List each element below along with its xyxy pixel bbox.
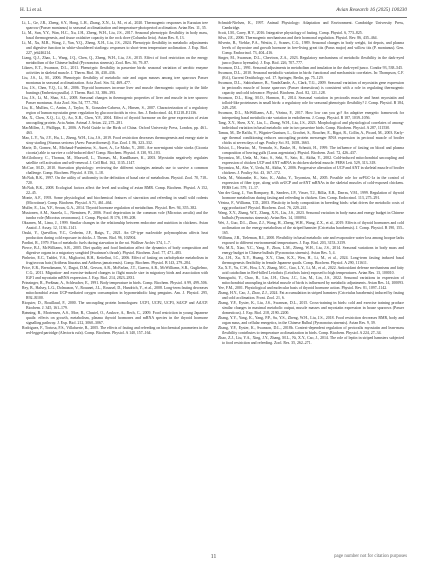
reference-entry: Zhang, H.Y., Cao, J., Zhao, Z.J., 2024. Fat accumulation in striped hamsters (Cricetulus barabensis) induced by fasting and cold acclimation. Front. Zool. 21, 6. [218, 291, 404, 300]
reference-entry: Swanson, D.L., 1991. Seasonal adjustments in metabolism and insulation in the dark-eyed junco. Condor 93, 538–545. [218, 66, 404, 70]
reference-entry: Rodriguez, F., Tortosa, F.S., Villafuerte, R., 2005. The effects of fasting and refeeding on biochemical parameters in the red-legged partridge (Alectoris rufa). Comp. Biochem. Physiol. A 140, 157–164. [22, 326, 208, 335]
reference-entry: Liknes, E.T., Swanson, D.L., 2011. Phenotypic flexibility in passerine birds: seasonal variation of aerobic enzyme activities in skeletal muscle. J. Therm. Biol. 36, 430–436. [22, 66, 208, 75]
references-column-right [218, 21, 404, 346]
reference-entry: MacMillen, J., Phillipps, E., 2006. A Field Guide to the Birds of China. Oxford University Press, London, pp. 461–463. [22, 126, 208, 135]
reference-entry: Mao, L.Y., Yu, J.Y., Hu, L., Zheng, W.H., Liu, J.S., 2019. Food restriction decreases thermogenesis and energy state in stray starling (Sturnus sericeus (Aves: Passeriformes)). Eur. Zool. J. 86, 323–332. [22, 136, 208, 145]
reference-entry: Schmidt-Nielsen, K., 1997. Animal Physiology: Adaptation and Environment. Cambridge University Press, Cambridge. [218, 21, 404, 30]
reference-entry: Li, M., Xu, M.R., Wang, J., Yan, Y.Q., Zheng, X.H., Liu, J.S., 2024. Phenotypic flexibility in metabolic adjustments and digestive function in white-shouldered starlings: responses to short-term temperature acclimation. J. Exp. Biol. 227, jeb246214. [22, 41, 208, 55]
reference-entry: Swanson, D.L., McWilliams, A.E., Vézina, F., 2017. How low can you go? An adaptive energetic framework for interpreting basal metabolic rate variation in endotherms. J. Comp. Physiol. B 187, 1039–1056. [218, 111, 404, 120]
reference-entry: McNab, B.K., 1997. On the utility of uniformity in the definition of basal rate of metabolism. Physiol. Zool. 70, 718–720. [22, 176, 208, 185]
reference-entry: Marie, D., Gomez, M., Michaud-Funtenteur, S., Auret, A., Le Maho, Y., 2001. Are non-migrant white storks (Ciconia ciconia) able to survive a cold-induced diet? Comp. Biochem. Physiol. A 130, 93–103. [22, 146, 208, 155]
reference-entry: Silverin, B., Viebke, P.A., Westin, J., Scanes, C.G., 1989. Seasonal changes in body weight, fat depots, and plasma levels of thyroxine and growth hormone in free-living great tits (Parus major) and willow tits (P. montanus). Gen. Comp. Endocrinol. 73, 404–416. [218, 41, 404, 55]
references-column-left [22, 21, 208, 336]
reference-entry: Rønning, B., Mortensen, A.S., Moe, B., Chastel, O., Arukwe, A., Bech, C., 2009. Food restriction in young Japanese quails: effects on growth, metabolism, plasma thyroid hormones and mRNA species in the thyroid hormone signalling pathway. J. Exp. Biol. 212, 3060–3067. [22, 311, 208, 325]
reference-entry: Yee, F.M., 2001. Physiological and molecular basis of thyroid hormone action. Physiol. Rev. 81, 1097–1142. [218, 286, 388, 290]
reference-entry: Singer, M., Swanson, D.L., Cheviron, Z.A., 2023. Regulatory mechanisms of metabolic flexibility in the dark-eyed junco (Junco hyemalis). J. Exp. Biol. 226, 707–777. [218, 56, 404, 65]
reference-entry: Liu, J.S., Li, M., 2006. Phenotypic flexibility of metabolic rate and organ masses among tree sparrows Passer montanus in seasonal acclimatization. Acta Zool. Sin. 52, 469–477. [22, 76, 208, 85]
reference-entry: Li, L., Ge, J.R., Zheng, S.Y., Hong, L.H., Zhang, X.N., Li, M., et al., 2020. Thermogenic responses in Eurasian tree sparrow (Passer montanus) to seasonal acclimatization and temperature-photoperiod acclimation. Avian Res. 11, 35. [22, 21, 208, 30]
reference-entry: McGlothorry, C., Thomas, M., Maxwell, L., Thomas, M., Kandlbauer, K., 2003. Myostatin negatively regulates satellite cell activation and self-renewal. J. Cell Biol. 162, 1135–1147. [22, 156, 208, 165]
reference-entry: Scott, I.M., Carey, H.V., 2016. Integrative physiology of fasting. Comp. Physiol. 6, 773–825. [218, 31, 363, 35]
reference-entry: Oksanen, M., Lima, J., 1999. Similar changes in the relationship between endocrine and nutrition in chickens. Avian Anatol. J. Assay. 12, 1136–1141. [22, 221, 208, 230]
reference-entry: Swanson, D.L., King, M.O., Harmon, E., 2014. Seasonal variation in pectoralis muscle and heart myostatin and tolloid-like proteinases in small birds: a regulatory role for seasonal phenotypic flexibility? J. Comp. Physiol. B 184, 249–258. [218, 96, 404, 110]
reference-entry: Silva, J.E., 2006. Thermogenic mechanisms and their hormonal regulation. Physiol. Rev. 86, 435–464. [218, 36, 378, 40]
reference-entry: Osuki, Y., Quevillon, Y.C., Cerheim, J.F., Baigs, T., 2021. An CP-type nucleotide polymorphism affects heat production during cold exposure in chicks. J. Therm. Biol. 96, 102904. [22, 231, 208, 240]
reference-entry: Xu, X.Y., Yu, C.W., Hou, L.Y., Zhang, M.C., Guo, L.Y., Li, M., et al., 2022. Antioxidant defense mechanisms and fatty acid catabolism in Red-billed Leiothrix (Leiothrix lutea) exposed to high temperatures. Avian Res. 13, 100010. [218, 266, 404, 275]
header-rule [20, 17, 407, 18]
reference-entry: Williams, J.B., Tieleman, B.I., 2000. Flexibility in basal metabolic rate and evaporative water loss among hoopoe larks exposed to different environmental temperatures. J. Exp. Biol. 203, 3153–3159. [218, 236, 404, 245]
header-journal: Avian Research 16 (2025) 100230 [336, 7, 407, 13]
reference-entry: Wu, M.X., Xiao, Y.C., Yang, F., Zhou, L.M., Zheng, W.H., Liu, J.S., 2014. Seasonal variations in body mass and energy budget in Chinese bulbuls (Pycnonotus sinensis). Avian Res. 5, 4. [218, 246, 404, 255]
reference-entry: McNab, B.K., 2008. Ecological factors affect the level and scaling of avian BMR. Comp. Biochem. Physiol. A 152, 22–45. [22, 186, 208, 195]
reference-entry: Pinheiro, E.C., Taddei, V.A., Migliorini, R.H., Kettelhut, I.C., 2006. Effect of fasting on carbohydrate metabolism in frugivorous bats (Artibeus lituratus and Artibeus jamaicensis). Comp. Biochem. Physiol. B 143, 279–284. [22, 256, 208, 265]
reference-entry: Yamaguchi, Y., Chao, B., Lin, J.H., Chou, J.C., Lin, M., Lin, J.S., 2022. Seasonal variations in expression of mitochondrial uncoupling in skeletal muscle of birds is influenced by metabolic adjustments. Avian Res. 14, 100093. [218, 276, 404, 285]
reference-entry: Wang, X.Y., Zhang, W.T., Zhang, X.N., Liu, J.S., 2023. Seasonal variation in body mass and energy budget in Chinese bulbuls (Pycnonotus sinensis). Avian Res. 14, 100094. [218, 211, 404, 220]
reference-entry: Liu, J.S., Chen, Y.Q., Li, M., 2006. Thyroid hormones increase liver and muscle thermogenic capacity in the little buntings (Emberiza pusilla). J. Therm. Biol. 31, 386–393. [22, 86, 208, 95]
reference-entry: Liu, K., Mullins, C., Arnim, J., Taylor, N., Gonzalez-Cabrera, A., Hinsen, S., 2007. Characterization of a regulatory region of human myostatin gene: regulation by glucocorticoids in vivo. Am. J. Endocrinol. 44, E1218–E1136. [22, 106, 208, 115]
reference-entry: Muller, E., Liu, Y.F., Seoun, G.A., 2014. Thyroid hormone regulation of metabolism. Physiol. Rev. 94, 355–382. [22, 206, 198, 210]
reference-entry: Xu, J.H., Xu, X.Y., Huang, X.Y., Chen, K.X., Wen, H., Li, M., et al., 2024. Long-term fasting induced basal thermogenesis flexibility in female Japanese quails. Comp. Biochem. Physiol. A 290, 111611. [218, 256, 404, 265]
reference-entry: Pierce, B.J., McWilliams, S.R., 2005. Diet quality and food limitation affect the dynamics of body composition and digestive organs in a migratory songbird (Swainson's thrush). Physiol. Biochem. Zool. 77, 471–483. [22, 246, 208, 255]
running-header [20, 5, 407, 15]
reference-entry: Tang, X.Y., Shen, X.Y., Liu, L., Zhang, W.H., Liu, J.S., 2023. Morphological and physiological correlates of among-individual variation in basal metabolic rate in two passerine birds. Comp. Biochem. Physiol. A 287, 111530. [218, 121, 404, 130]
reference-entry: Ricquier, D., Bouillaud, F., 2000. The uncoupling protein homologues: UCP1, UCP2, UCP3, StUCP and AtUCP. Biochem. J. 345, 161–179. [22, 301, 208, 310]
reference-entry: Tamas, M., De Rafila, V., Wignier-Gunturn, L., Grochet, S., Roucher, E., Rigot, R., Collin, A., Picard, M., 2003. Early-age thermal conditioning reduces uncoupling protein messenger RNA expression in pectoral muscle of broiler chicks at seven days of age. Poultry Sci. 81, 1658–1663. [218, 131, 404, 145]
reference-entry: Van der Gaag, J., Van Rompaey, B., Sanders, J.P., Visser, T.J., Billia, E.R., Darras, V.M., 1999. Regulation of thyroid hormone metabolism during fasting and refeeding in chicken. Gen. Comp. Endocrinol. 113, 275–291. [218, 191, 404, 200]
page-footer [20, 552, 407, 562]
reference-entry: Toyomizu, M., Abe, Y., Ueda, M., Akiba, Y., 2006. Progressive alteration of UCP and ANT in skeletal muscle of broiler chickens. J. Poultry Sci. 43, 167–172. [218, 166, 405, 175]
reference-entry: Ueda, M., Watanabe, K., Sato, K., Akiba, Y., Toyomizu, M., 2005. Possible role for avPGC-1a in the control of expression of fiber type, along with avUCP and avANT mRNAs in the skeletal muscles of cold-exposed chickens. FEBS Lett. 579, 11–17. [218, 176, 404, 190]
reference-entry: Zhang, Y.Y., Yang, K., Yang, P.P., Su, Y.S., Zheng, W.H., Liu, J.S., 2018. Food restriction decreases BMR, body and organ mass, and cellular energetics, in the Chinese Bulbul (Pycnonotus sinensis). Avian Res. 9, 39. [218, 316, 404, 325]
reference-entry: McCue, M.D., 2010. Starvation physiology: reviewing the different strategies animals use to survive a common challenge. Comp. Biochem. Physiol. A 156, 1–18. [22, 166, 208, 175]
footer-note: page number not for citation purposes [334, 554, 407, 559]
reference-entry: Liang, Q.J., Zhao, L., Wang, J.Q., Chen, Q., Zheng, W.H., Liu, J.S., 2015. Effect of food restriction on the energy metabolism of the Chinese bulbul (Pycnonotus sinensis). Zool. Res. 36, 79–87. [22, 56, 208, 65]
reference-entry: Pardini, R., 1979. Flux of metabolic fuels during starvation in the rat. Walliser Archiv 374, 1–7. [22, 241, 171, 245]
reference-entry: Swanson, D.L., Sabirzhanov, B., VandeZande, A., Clark, T.G., 2009. Seasonal variation of myostatin gene expression in pectoralis muscle of house sparrows (Passer domesticus) is consistent with a role in regulating thermogenic capacity and cold tolerance. Physiol. Biochem. Zool. 82, 121–128. [218, 81, 404, 95]
reference-entry: Wei, J., Guo, D.L., Zhao, Z.J., Wang, H., Zheng, W.H., Wang, Z.X., et al., 2019. Effects of thyroid hormones and cold acclimation on the energy metabolism of the striped hamster (Cricetulus barabensis). J. Comp. Physiol. B 190, 155–165. [218, 221, 404, 235]
reference-entry: Swanson, D.L., 2010. Seasonal metabolic variation in birds: functional and mechanistic correlates. In: Thompson, C.F. (Ed.), Current Ornithology, vol. 17. Springer, Berlin, pp. 75–129. [218, 71, 404, 80]
page-number: 11 [210, 554, 217, 560]
reference-entry: Tolstoi, L., Heuriac, M., Vermahr, S., Bauke, H., Schmitt, H., 1999. The influence of fasting on blood and plasma composition of herring gulls (Larus argentatus). Physiol. Biochem. Zool. 72, 426–437. [218, 146, 404, 155]
reference-entry: Toyomizu, M., Ueda, M., Sato, S., Seki, Y., Sato, K., Akiba, Y., 2002. Cold-induced mitochondrial uncoupling and expression of chicken UCP and ANT mRNA in chicken skeletal muscle. FEBS Lett. 529, 313–318. [218, 156, 404, 165]
reference-entry: Zhang, Y.F., Eyster, K., Liu, J.S., Swanson, D.L., 2015. Cross-training in birds: cold and exercise training produce similar changes in maximal metabolic output, muscle masses and myostatin expression in house sparrows (Passer domesticus). J. Exp. Biol. 218, 2190–2200. [218, 301, 404, 315]
reference-entry: Liu, J.S., Li, M., Shao, S.L., 2008. Seasonal changes in thermogenic properties of liver and muscle in tree sparrow Passer montanus. Acta Zool. Sin. 54, 777–784. [22, 96, 208, 105]
reference-entry: Li, M., Sun, Y.Y., Wan, H.C., Xu, J.H., Zheng, W.H., Liu, J.S., 2017. Seasonal phenotypic flexibility in body mass, basal thermogenesis, and tissue oxidative capacity in the rock dove (Columba livia). Avian Res. 8, 13. [22, 31, 208, 40]
header-authors: H. Li et al. [20, 7, 43, 13]
reference-entry: Ma, X., Chen, X.Q., Li, Q., Ao, X.R., Chen, Y.F., 2004. Effect of thyroid hormone on the gene expression of avian uncoupling protein. Acta Anim. Avimal J. Avian. 22, 275–281. [22, 116, 208, 125]
reference-entry: Prinzinger, R., Preßmar, A., Schleucher, E., 1991. Body temperature in birds. Comp. Biochem. Physiol. A 99, 499–506. [22, 281, 208, 285]
reference-entry: Monte, A.F., 1993. Some physiological and biochemical features of starvation and refeeding in small wild rodents (Microtinae). Comp. Biochem. Physiol. A 71, 461–464. [22, 196, 208, 205]
reference-entry: Zhang, Y.F., Eyster, K., Swanson, D.L., 2018b. Context-dependent regulation of pectoralis myostatin and lean-mass flexibility contributes to temperature acclimatization in birds. Comp. Biochem. Physiol. A 224, 27–34. [218, 326, 404, 335]
reference-entry: Price, E.R., Brenckmann, V., Dagot, D.M., Gerson, A.R., McFarlan, J.T., Guerra, A.R., McWilliams, S.R., Guglielmo, C.G., 2011. Migration- and exercise-induced changes to flight muscle size in migratory birds and association with IGF1 and myostatin mRNA expression. J. Exp. Biol. 214, 2823–2831. [22, 266, 208, 280]
reference-entry: Rey, B., Halsey, L.G., Dolmazon, V., Rouanet, J.L., Roussel, D., Handrich, Y., et al., 2008. Long-term fasting decreases mitochondrial avian UCP-mediated oxygen consumption in hypometabolic king penguins. Am. J. Physiol. 295, R92–R100. [22, 286, 208, 300]
reference-entry: Zhao, Z.J., Liu, Y.A., Xing, J.Y., Zhang, M.L., Ni, X.Y., Cao, J., 2014. The role of leptin in striped hamsters subjected to food restriction and refeeding. Zool. Res. 35, 262–271. [218, 336, 404, 345]
reference-entry: Vézina, F., Williams, T.D., 2003. Plasticity in body composition in breeding birds: what drives the metabolic costs of egg production? Physiol. Biochem. Zool. 76, 229–241. [218, 201, 404, 210]
reference-entry: Mustonen, A.M., Saarela, L., Nieminen, P., 2006. Food deprivation in the common vole (Microtus arvalis) and the tundra vole (Microtus oeconomus). J. Comp. Physiol. B 176, 199–208. [22, 211, 208, 220]
